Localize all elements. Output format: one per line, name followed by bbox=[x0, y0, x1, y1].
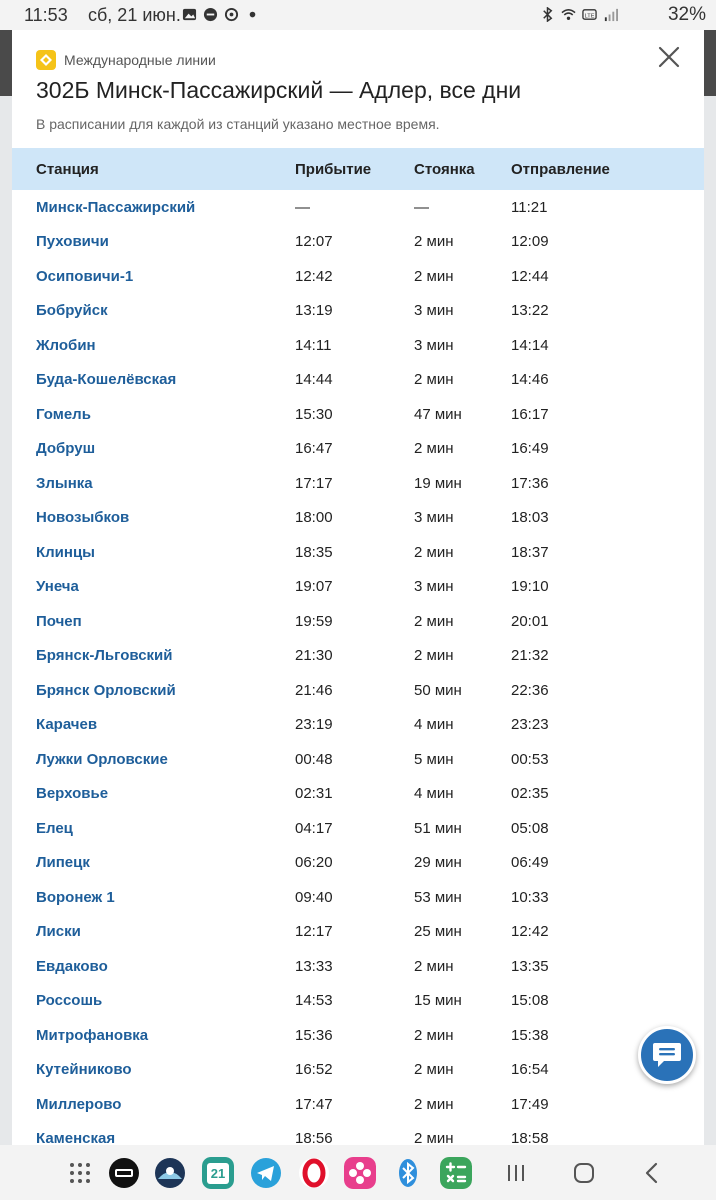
arrival-time: 13:19 bbox=[295, 302, 333, 320]
stop-duration: 2 мин bbox=[414, 371, 454, 389]
table-row bbox=[12, 846, 704, 881]
table-row bbox=[12, 294, 704, 329]
table-row bbox=[12, 225, 704, 260]
table-row bbox=[12, 742, 704, 777]
col-departure: Отправление bbox=[511, 160, 610, 178]
departure-time: 13:22 bbox=[511, 302, 549, 320]
category-text: Международные линии bbox=[64, 52, 216, 68]
signal-icon bbox=[603, 7, 618, 22]
departure-time: 14:46 bbox=[511, 371, 549, 389]
chat-icon bbox=[652, 1041, 682, 1069]
table-row bbox=[12, 190, 704, 225]
arrival-time: 12:07 bbox=[295, 233, 333, 251]
station-link[interactable]: Добруш bbox=[36, 440, 96, 458]
station-link[interactable]: Карачев bbox=[36, 716, 98, 734]
bluetooth-icon bbox=[540, 7, 555, 22]
stop-duration: 51 мин bbox=[414, 819, 462, 837]
table-row bbox=[12, 984, 704, 1019]
arrival-time: 00:48 bbox=[295, 750, 333, 768]
table-row bbox=[12, 501, 704, 536]
stop-duration: 3 мин bbox=[414, 509, 454, 527]
home-button[interactable] bbox=[568, 1157, 600, 1189]
arrival-time: 04:17 bbox=[295, 819, 333, 837]
station-link[interactable]: Каменская bbox=[36, 1130, 116, 1145]
station-link[interactable]: Бобруйск bbox=[36, 302, 108, 320]
arrival-time: 12:42 bbox=[295, 267, 333, 285]
stop-duration: 2 мин bbox=[414, 1130, 454, 1145]
modal-header bbox=[12, 30, 704, 148]
arrival-time: 18:35 bbox=[295, 543, 333, 561]
international-lines-icon bbox=[36, 50, 56, 70]
table-row bbox=[12, 1087, 704, 1122]
schedule-modal bbox=[12, 30, 704, 1145]
status-bar bbox=[0, 0, 716, 30]
station-link[interactable]: Елец bbox=[36, 819, 73, 837]
stop-duration: 2 мин bbox=[414, 647, 454, 665]
departure-time: 00:53 bbox=[511, 750, 549, 768]
volte-icon bbox=[582, 7, 597, 22]
stop-duration: 5 мин bbox=[414, 750, 454, 768]
stop-duration: 29 мин bbox=[414, 854, 462, 872]
arrival-time: 21:30 bbox=[295, 647, 333, 665]
departure-time: 02:35 bbox=[511, 785, 549, 803]
battery-level: 32% bbox=[667, 4, 706, 25]
telegram-icon[interactable] bbox=[250, 1157, 282, 1189]
station-link[interactable]: Липецк bbox=[36, 854, 90, 872]
table-row bbox=[12, 811, 704, 846]
table-row bbox=[12, 432, 704, 467]
calendar-app-icon[interactable] bbox=[202, 1157, 234, 1189]
station-link[interactable]: Унеча bbox=[36, 578, 79, 596]
stop-duration: — bbox=[414, 198, 429, 216]
station-link[interactable]: Воронеж 1 bbox=[36, 888, 115, 906]
table-row bbox=[12, 949, 704, 984]
station-link[interactable]: Кутейниково bbox=[36, 1061, 132, 1079]
table-row bbox=[12, 535, 704, 570]
departure-time: 12:42 bbox=[511, 923, 549, 941]
dot-icon bbox=[245, 7, 260, 22]
arrival-time: 18:00 bbox=[295, 509, 333, 527]
stop-duration: 4 мин bbox=[414, 785, 454, 803]
page-title: 302Б Минск-Пассажирский — Адлер, все дни bbox=[36, 77, 522, 103]
stop-duration: 53 мин bbox=[414, 888, 462, 906]
table-header bbox=[12, 148, 704, 190]
table-row bbox=[12, 604, 704, 639]
arrival-time: 14:11 bbox=[295, 336, 332, 354]
arrival-time: 14:53 bbox=[295, 992, 333, 1010]
timezone-note: В расписании для каждой из станций указано местное время. bbox=[36, 116, 440, 132]
stop-duration: 2 мин bbox=[414, 957, 454, 975]
departure-time: 18:58 bbox=[511, 1130, 549, 1145]
table-row bbox=[12, 570, 704, 605]
arrival-time: 14:44 bbox=[295, 371, 333, 389]
stop-duration: 2 мин bbox=[414, 233, 454, 251]
category-label bbox=[36, 50, 216, 70]
stop-duration: 2 мин bbox=[414, 612, 454, 630]
gallery-icon bbox=[182, 7, 197, 22]
departure-time: 16:49 bbox=[511, 440, 549, 458]
arrival-time: 02:31 bbox=[295, 785, 333, 803]
departure-time: 15:08 bbox=[511, 992, 549, 1010]
table-row bbox=[12, 708, 704, 743]
col-arrival: Прибытие bbox=[295, 160, 372, 178]
departure-time: 12:09 bbox=[511, 233, 549, 251]
recents-button[interactable] bbox=[500, 1157, 532, 1189]
departure-time: 10:33 bbox=[511, 888, 549, 906]
station-link[interactable]: Злынка bbox=[36, 474, 93, 492]
departure-time: 21:32 bbox=[511, 647, 549, 665]
table-row bbox=[12, 363, 704, 398]
departure-time: 13:35 bbox=[511, 957, 549, 975]
arrival-time: 16:47 bbox=[295, 440, 333, 458]
station-link[interactable]: Миллерово bbox=[36, 1095, 122, 1113]
departure-time: 22:36 bbox=[511, 681, 549, 699]
status-date: сб, 21 июн. bbox=[88, 5, 181, 25]
weather-app-icon[interactable] bbox=[154, 1157, 186, 1189]
table-row bbox=[12, 777, 704, 812]
table-row bbox=[12, 466, 704, 501]
station-link[interactable]: Буда-Кошелёвская bbox=[36, 371, 177, 389]
table-row bbox=[12, 1122, 704, 1146]
stop-duration: 50 мин bbox=[414, 681, 462, 699]
svg-text:LTE: LTE bbox=[584, 13, 595, 20]
arrival-time: 18:56 bbox=[295, 1130, 333, 1145]
station-link[interactable]: Гомель bbox=[36, 405, 91, 423]
station-link[interactable]: Осиповичи-1 bbox=[36, 267, 134, 285]
arrival-time: 12:17 bbox=[295, 923, 333, 941]
departure-time: 18:03 bbox=[511, 509, 549, 527]
station-link[interactable]: Брянск-Льговский bbox=[36, 647, 173, 665]
station-link[interactable]: Лиски bbox=[36, 923, 81, 941]
departure-time: 23:23 bbox=[511, 716, 549, 734]
stop-duration: 25 мин bbox=[414, 923, 462, 941]
arrival-time: 16:52 bbox=[295, 1061, 333, 1079]
arrival-time: 15:30 bbox=[295, 405, 333, 423]
schedule-table bbox=[12, 148, 704, 1145]
arrival-time: — bbox=[295, 198, 310, 216]
apps-grid-icon[interactable] bbox=[64, 1157, 96, 1189]
table-row bbox=[12, 1053, 704, 1088]
opera-icon[interactable] bbox=[298, 1157, 330, 1189]
station-link[interactable]: Митрофановка bbox=[36, 1026, 149, 1044]
table-row bbox=[12, 259, 704, 294]
stop-duration: 2 мин bbox=[414, 440, 454, 458]
wifi-icon bbox=[561, 7, 576, 22]
stop-duration: 2 мин bbox=[414, 1026, 454, 1044]
station-link[interactable]: Почеп bbox=[36, 612, 82, 630]
col-stop: Стоянка bbox=[414, 160, 475, 178]
departure-time: 11:21 bbox=[511, 198, 548, 216]
table-row bbox=[12, 639, 704, 674]
station-link[interactable]: Жлобин bbox=[36, 336, 96, 354]
arrival-time: 09:40 bbox=[295, 888, 333, 906]
departure-time: 18:37 bbox=[511, 543, 549, 561]
arrival-time: 23:19 bbox=[295, 716, 333, 734]
table-row bbox=[12, 397, 704, 432]
station-link[interactable]: Минск-Пассажирский bbox=[36, 198, 196, 216]
stop-duration: 15 мин bbox=[414, 992, 462, 1010]
stop-duration: 2 мин bbox=[414, 543, 454, 561]
bluetooth-app-icon[interactable] bbox=[392, 1157, 424, 1189]
station-link[interactable]: Верховье bbox=[36, 785, 109, 803]
table-row bbox=[12, 1018, 704, 1053]
table-row bbox=[12, 673, 704, 708]
arrival-time: 17:17 bbox=[295, 474, 333, 492]
arrival-time: 19:59 bbox=[295, 612, 333, 630]
table-row bbox=[12, 915, 704, 950]
departure-time: 16:54 bbox=[511, 1061, 549, 1079]
stop-duration: 2 мин bbox=[414, 1095, 454, 1113]
flower-app-icon[interactable] bbox=[344, 1157, 376, 1189]
station-link[interactable]: Евдаково bbox=[36, 957, 108, 975]
station-link[interactable]: Россошь bbox=[36, 992, 103, 1010]
calendar-day-label: 21 bbox=[210, 1166, 226, 1181]
arrival-time: 15:36 bbox=[295, 1026, 333, 1044]
col-station: Станция bbox=[36, 160, 99, 178]
arrival-time: 17:47 bbox=[295, 1095, 333, 1113]
close-icon[interactable] bbox=[656, 44, 682, 70]
departure-time: 16:17 bbox=[511, 405, 549, 423]
departure-time: 17:49 bbox=[511, 1095, 549, 1113]
stop-duration: 47 мин bbox=[414, 405, 462, 423]
sync-icon bbox=[224, 7, 239, 22]
stop-duration: 3 мин bbox=[414, 336, 454, 354]
back-button[interactable] bbox=[636, 1157, 668, 1189]
departure-time: 06:49 bbox=[511, 854, 549, 872]
asmr-app-icon[interactable] bbox=[108, 1157, 140, 1189]
station-link[interactable]: Клинцы bbox=[36, 543, 95, 561]
departure-time: 12:44 bbox=[511, 267, 549, 285]
arrival-time: 13:33 bbox=[295, 957, 333, 975]
departure-time: 14:14 bbox=[511, 336, 549, 354]
departure-time: 15:38 bbox=[511, 1026, 549, 1044]
navigation-bar bbox=[0, 1145, 716, 1200]
stop-duration: 2 мин bbox=[414, 267, 454, 285]
departure-time: 17:36 bbox=[511, 474, 549, 492]
departure-time: 05:08 bbox=[511, 819, 549, 837]
chat-button[interactable] bbox=[638, 1026, 696, 1084]
station-link[interactable]: Брянск Орловский bbox=[36, 681, 176, 699]
arrival-time: 19:07 bbox=[295, 578, 333, 596]
arrival-time: 06:20 bbox=[295, 854, 333, 872]
do-not-disturb-icon bbox=[203, 7, 218, 22]
departure-time: 19:10 bbox=[511, 578, 549, 596]
station-link[interactable]: Лужки Орловские bbox=[36, 750, 168, 768]
stop-duration: 3 мин bbox=[414, 578, 454, 596]
arrival-time: 21:46 bbox=[295, 681, 333, 699]
table-row bbox=[12, 328, 704, 363]
departure-time: 20:01 bbox=[511, 612, 549, 630]
table-row bbox=[12, 880, 704, 915]
station-link[interactable]: Пуховичи bbox=[36, 233, 109, 251]
station-link[interactable]: Новозыбков bbox=[36, 509, 130, 527]
stop-duration: 4 мин bbox=[414, 716, 454, 734]
calculator-icon[interactable] bbox=[440, 1157, 472, 1189]
status-time: 11:53 bbox=[24, 5, 68, 25]
stop-duration: 19 мин bbox=[414, 474, 462, 492]
stop-duration: 3 мин bbox=[414, 302, 454, 320]
stop-duration: 2 мин bbox=[414, 1061, 454, 1079]
